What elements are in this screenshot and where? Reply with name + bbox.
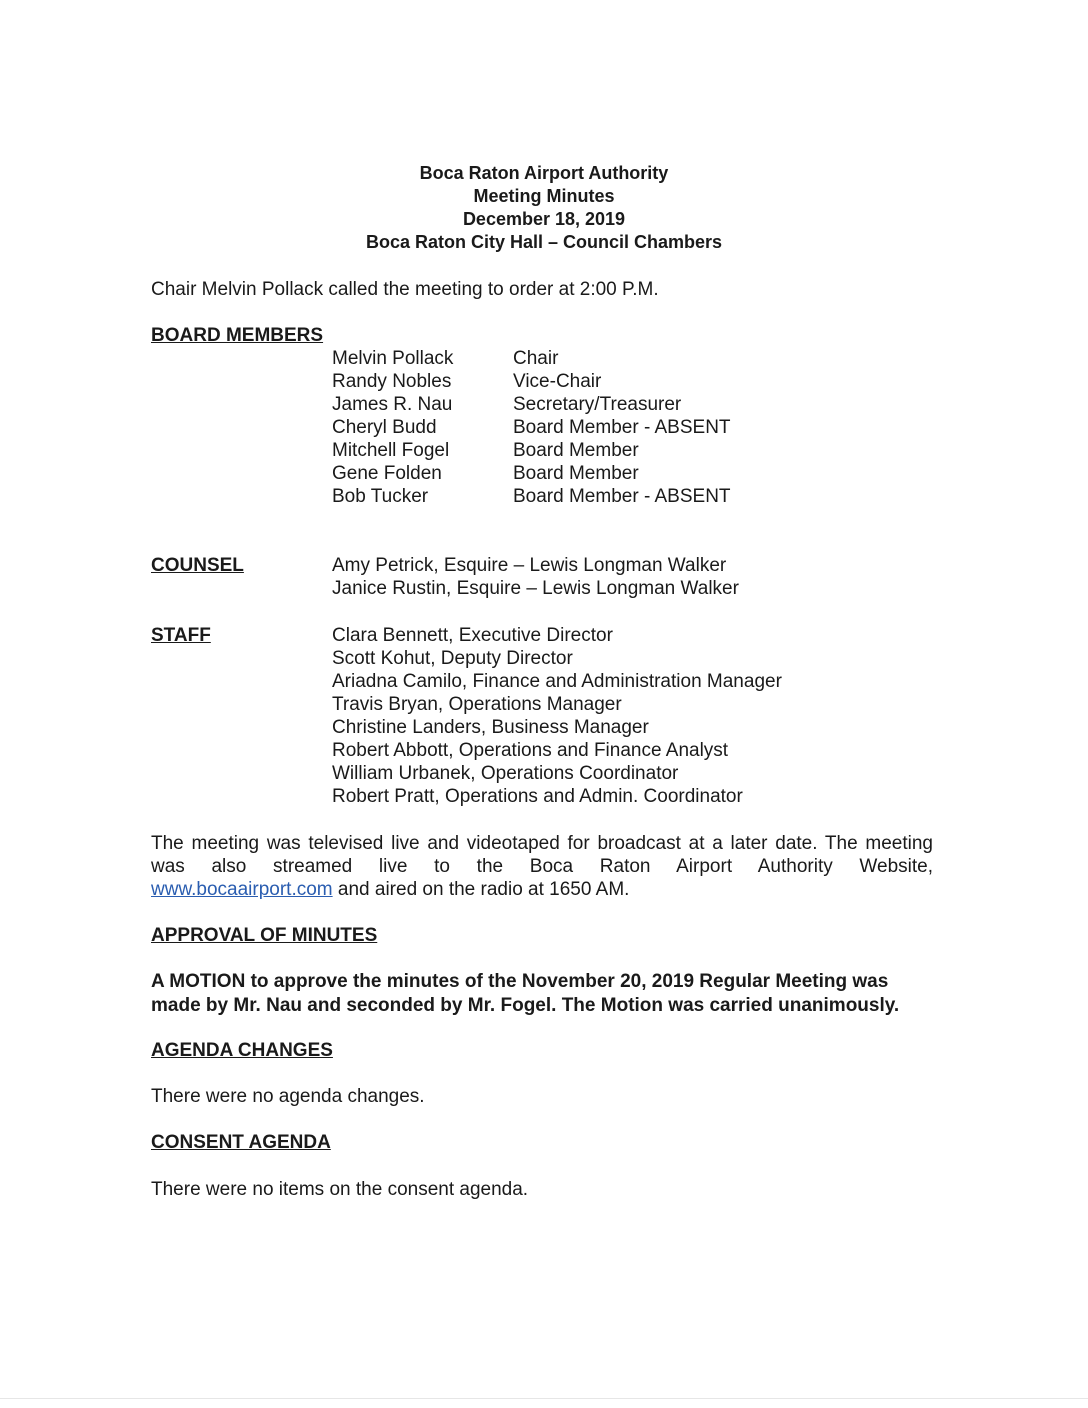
staff-entry: Travis Bryan, Operations Manager <box>332 694 622 715</box>
board-member-name: Melvin Pollack <box>332 348 454 369</box>
meeting-date: December 18, 2019 <box>462 209 626 229</box>
board-member-role: Board Member - ABSENT <box>513 486 731 507</box>
motion-line: A MOTION to approve the minutes of the November 20, 2019 Regular Meeting was <box>151 971 889 992</box>
counsel-entry: Janice Rustin, Esquire – Lewis Longman Walker <box>332 578 739 599</box>
staff-entry: Robert Abbott, Operations and Finance Analyst <box>332 740 729 761</box>
staff-entry: Scott Kohut, Deputy Director <box>332 648 573 669</box>
staff-heading: STAFF <box>151 625 211 646</box>
document-type: Meeting Minutes <box>473 186 615 206</box>
board-member-role: Chair <box>513 348 559 369</box>
broadcast-line: The meeting was televised live and videotaped for broadcast at a later date. The meeting <box>151 833 933 854</box>
counsel-entry: Amy Petrick, Esquire – Lewis Longman Walker <box>332 555 727 576</box>
board-member-role: Secretary/Treasurer <box>513 394 682 415</box>
board-member-name: Gene Folden <box>332 463 442 484</box>
consent-agenda-heading: CONSENT AGENDA <box>151 1132 331 1153</box>
staff-entry: Robert Pratt, Operations and Admin. Coordinator <box>332 786 743 807</box>
staff-entry: William Urbanek, Operations Coordinator <box>332 763 679 784</box>
consent-agenda-text: There were no items on the consent agenda. <box>151 1179 529 1200</box>
board-members-heading: BOARD MEMBERS <box>151 325 324 346</box>
motion-line: made by Mr. Nau and seconded by Mr. Fogel. The Motion was carried unanimously. <box>151 995 900 1016</box>
meeting-location: Boca Raton City Hall – Council Chambers <box>365 232 723 252</box>
board-member-role: Vice-Chair <box>513 371 602 392</box>
broadcast-line <box>151 878 933 901</box>
page-bottom-edge <box>0 1398 1088 1399</box>
document-header <box>0 162 1088 254</box>
board-member-name: Randy Nobles <box>332 371 452 392</box>
approval-heading: APPROVAL OF MINUTES <box>151 925 378 946</box>
website-link[interactable]: www.bocaairport.com <box>151 879 333 900</box>
approval-motion <box>151 970 933 1018</box>
board-member-name: Bob Tucker <box>332 486 429 507</box>
staff-entry: Christine Landers, Business Manager <box>332 717 649 738</box>
staff-entry: Ariadna Camilo, Finance and Administration Manager <box>332 671 782 692</box>
board-member-role: Board Member <box>513 463 639 484</box>
board-member-name: James R. Nau <box>332 394 453 415</box>
broadcast-line: was also streamed live to the Boca Raton Airport Authority Website, <box>151 856 933 877</box>
broadcast-line-rest: and aired on the radio at 1650 AM. <box>332 879 630 900</box>
agenda-changes-text: There were no agenda changes. <box>151 1086 425 1107</box>
board-member-role: Board Member <box>513 440 639 461</box>
board-member-name: Mitchell Fogel <box>332 440 450 461</box>
staff-entry: Clara Bennett, Executive Director <box>332 625 613 646</box>
agenda-changes-heading: AGENDA CHANGES <box>151 1040 333 1061</box>
board-member-name: Cheryl Budd <box>332 417 437 438</box>
counsel-heading: COUNSEL <box>151 555 244 576</box>
organization-title: Boca Raton Airport Authority <box>419 163 669 183</box>
call-to-order-text: Chair Melvin Pollack called the meeting to order at 2:00 P.M. <box>151 279 659 300</box>
broadcast-paragraph <box>151 832 933 901</box>
board-member-role: Board Member - ABSENT <box>513 417 731 438</box>
